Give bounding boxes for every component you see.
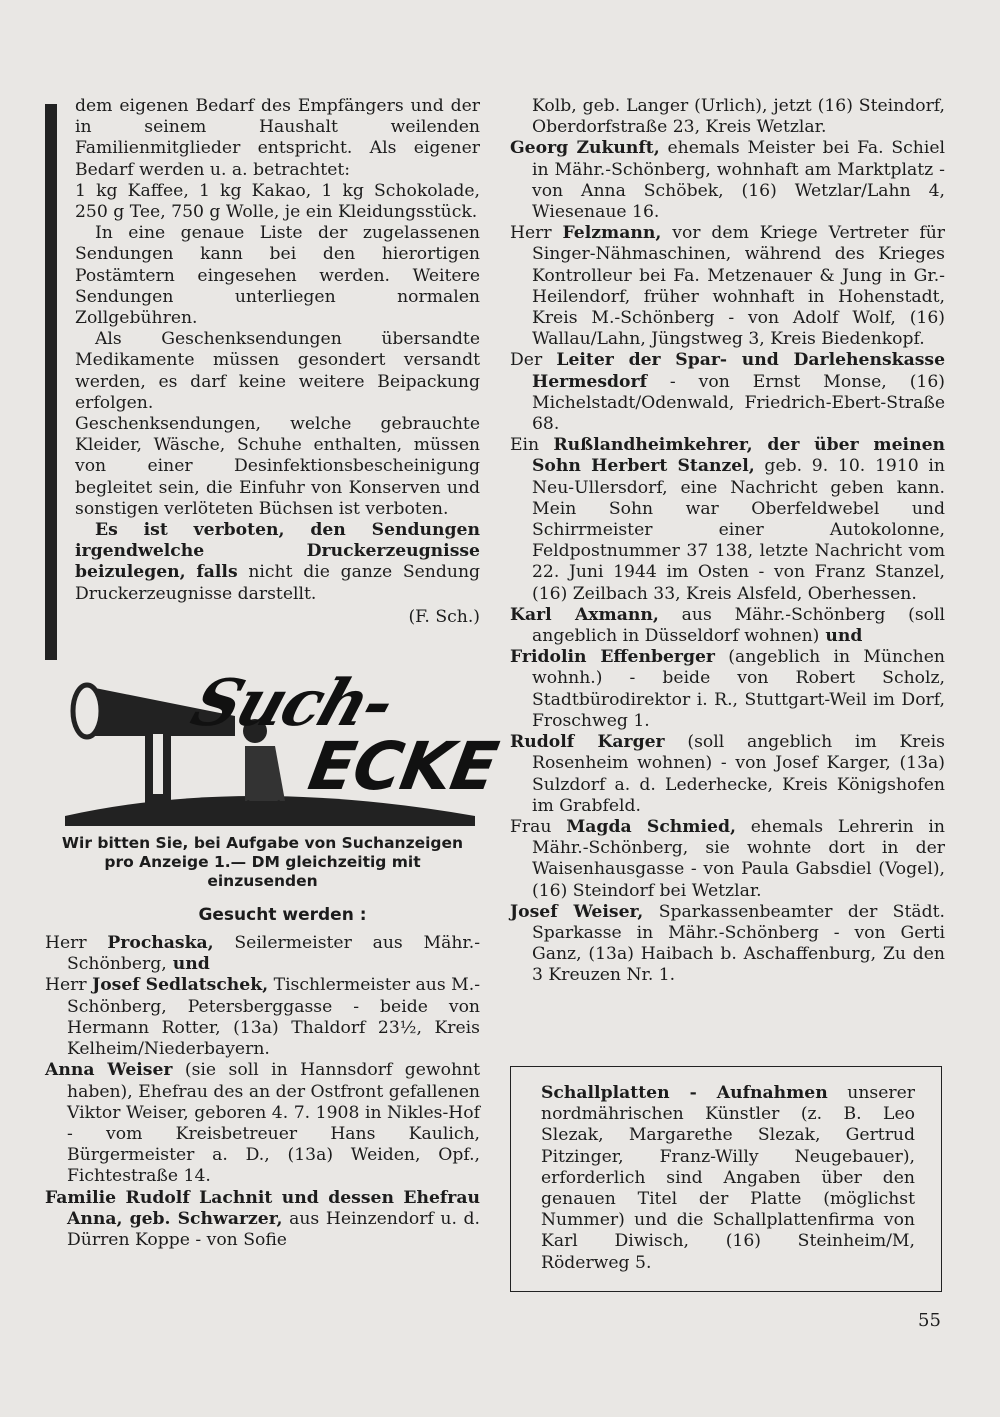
text: Tischlermeister aus M.-Schönberg, Petersberggasse - beide von Hermann Rotter, (13a) Thaldorf 23½, Kreis Kelheim/Niederbayern.: [67, 975, 481, 1060]
list-item: [510, 902, 945, 987]
banner-ecke: ECKE: [303, 728, 503, 806]
paragraph: In eine genaue Liste der zugelassenen Sendungen kann bei den hierortigen Postämtern eingesehen werden. Weitere Sendungen unterliegen normalen Zollgebühren.: [75, 223, 480, 329]
list-item: [510, 732, 945, 817]
text: Herr: [45, 933, 108, 954]
text: (soll angeblich im Kreis Rosenheim wohnen) - von Josef Karger, (13a) Sulzdorf a. d. Lederhecke, Kreis Königshofen im Grabfeld.: [532, 732, 946, 816]
person-name: Fridolin Effenberger: [510, 647, 715, 668]
list-item: [45, 975, 480, 1060]
text: Herr: [45, 975, 93, 996]
text: Der: [510, 350, 557, 371]
bold-text: falls: [196, 562, 238, 583]
text: geb. 9. 10. 1910 in Neu-Ullersdorf, eine Nachricht geben kann. Mein Sohn war Oberfeldwebel und Schirrmeister einer Autokolonne, Feldpostnummer 37 138, letzte Nachricht vom 22. Juni 1944 im Osten - von Franz Stanzel, (16) Zeilbach 33, Kreis Alsfeld, Oberhessen.: [532, 456, 945, 604]
bold-text: und: [819, 626, 863, 647]
person-name: Georg Zukunft,: [510, 138, 660, 159]
person-name: Josef Weiser,: [510, 901, 644, 922]
person-name: Karl Axmann,: [510, 604, 659, 625]
person-name: Familie Rudolf Lachnit und dessen Ehefrau Anna, geb. Schwarzer,: [45, 1187, 480, 1229]
text: Herr: [510, 223, 563, 244]
records-notice-box: [510, 1066, 942, 1292]
such-ecke-banner: [45, 666, 503, 826]
text: ehemals Meister bei Fa. Schiel in Mähr.-Schönberg, wohnhaft am Marktplatz - von Anna Schöbek, (16) Wetzlar/Lahn 4, Wiesenaue 16.: [532, 138, 945, 223]
list-item: [510, 435, 945, 605]
text: Seilermeister aus Mähr.-Schönberg,: [67, 933, 480, 975]
text: aus Mähr.-Schönberg (soll angeblich in Düsseldorf wohnen): [532, 604, 946, 647]
list-item: [45, 933, 480, 975]
text: (sie soll in Hannsdorf gewohnt haben), Ehefrau des an der Ostfront gefallenen Viktor Weiser, geboren 4. 7. 1908 in Nikles-Hof - vom Kreisbetreuer Hans Kaulich, Bürgermeister a. D., (13a) Weiden, Opf., Fichtestraße 14.: [67, 1060, 480, 1187]
text: - von Ernst Monse, (16) Michelstadt/Odenwald, Friedrich-Ebert-Straße 68.: [532, 371, 945, 435]
list-item: [510, 817, 945, 902]
section-heading: Gesucht werden :: [198, 905, 367, 926]
paragraph: Als Geschenksendungen übersandte Medikamente müssen gesondert versandt werden, es darf keine weitere Beipackung erfolgen.: [75, 329, 480, 413]
box-text: [541, 1083, 915, 1274]
text: Ein: [510, 435, 554, 456]
text: Sparkassenbeamter der Städt. Sparkasse in Mähr.-Schönberg - von Gerti Ganz, (13a) Haibach b. Aschaffenburg, Zu den 3 Kreuzen Nr. 1.: [532, 901, 945, 986]
text: nicht die ganze Sendung Druckerzeugnisse darstellt.: [75, 562, 481, 604]
banner-such: Such-: [182, 666, 402, 742]
text: (angeblich in München wohnh.) - beide von Robert Scholz, Stadtbürodirektor i. R., Stuttgart-Weil im Dorf, Froschweg 1.: [532, 647, 945, 731]
list-item: [510, 605, 945, 647]
margin-bar: [45, 104, 57, 660]
page-number: 55: [918, 1310, 941, 1331]
bold-text: und: [166, 954, 210, 975]
fee-notice: Wir bitten Sie, bei Aufgabe von Suchanzeigen pro Anzeige 1.— DM gleichzeitig mit einzusenden: [61, 834, 464, 891]
person-name: Anna Weiser: [45, 1060, 173, 1081]
list-item: [45, 1060, 480, 1187]
right-column: [510, 96, 945, 987]
list-item-continued: Kolb, geb. Langer (Urlich), jetzt (16) Steindorf, Oberdorfstraße 23, Kreis Wetzlar.: [532, 96, 945, 138]
paragraph: Geschenksendungen, welche gebrauchte Kleider, Wäsche, Schuhe enthalten, müssen von einer Desinfektionsbescheinigung begleitet sein, die Einfuhr von Konserven und sonstigen verlöteten Büchsen ist verboten.: [75, 414, 480, 519]
person-name: Josef Sedlatschek,: [92, 975, 269, 996]
person-name: Rußlandheimkehrer, der über meinen Sohn Herbert Stanzel,: [532, 435, 946, 477]
customs-notice-block: [45, 96, 480, 628]
person-name: Rudolf Karger: [510, 732, 665, 753]
list-item: [510, 138, 945, 223]
text: ehemals Lehrerin in Mähr.-Schönberg, sie wohnte dort in der Waisenhausgasse - von Paula Gabsdiel (Vogel), (16) Steindorf bei Wetzlar.: [532, 816, 946, 901]
bold-paragraph: [75, 520, 480, 605]
person-name: Felzmann,: [562, 223, 662, 244]
text: unserer nordmährischen Künstler (z. B. Leo Slezak, Margarethe Slezak, Gertrud Pitzinger, Franz-Willy Neugebauer), erforderlich sind Angaben über den genauen Titel der Platte (möglichst Nummer) und die Schallplattenfirma von Karl Diwisch, (16) Steinheim/M, Röderweg 5.: [541, 1083, 916, 1273]
paragraph: dem eigenen Bedarf des Empfängers und der in seinem Haushalt weilenden Familienmitglieder entspricht. Als eigener Bedarf werden u. a. betrachtet:: [75, 96, 480, 180]
source-attribution: (F. Sch.): [408, 606, 480, 627]
person-name: Magda Schmied,: [566, 816, 736, 837]
paragraph: 1 kg Kaffee, 1 kg Kakao, 1 kg Schokolade, 250 g Tee, 750 g Wolle, je ein Kleidungsstück.: [75, 180, 480, 223]
list-item: [510, 647, 945, 732]
text: aus Heinzendorf u. d. Dürren Koppe - von Sofie: [67, 1208, 480, 1250]
person-name: Leiter der Spar- und Darlehenskasse Hermesdorf: [532, 350, 945, 392]
text: vor dem Kriege Vertreter für Singer-Nähmaschinen, während des Krieges Kontrolleur bei Fa. Metzenauer & Jung in Gr.-Heilendorf, früher wohnhaft in Hohenstadt, Kreis M.-Schönberg - von Adolf Wolf, (16) Wallau/Lahn, Jüngstweg 3, Kreis Biedenkopf.: [532, 223, 945, 350]
list-item: [510, 350, 945, 435]
person-name: Prochaska,: [107, 933, 214, 954]
box-title: Schallplatten - Aufnahmen: [541, 1083, 828, 1103]
text: Frau: [510, 816, 567, 837]
list-item: [510, 223, 945, 350]
left-column: [45, 96, 503, 1251]
bold-text: Es ist verboten, den Sendungen irgendwelche Druckerzeugnisse beizulegen,: [75, 520, 480, 583]
list-item: [45, 1188, 480, 1252]
